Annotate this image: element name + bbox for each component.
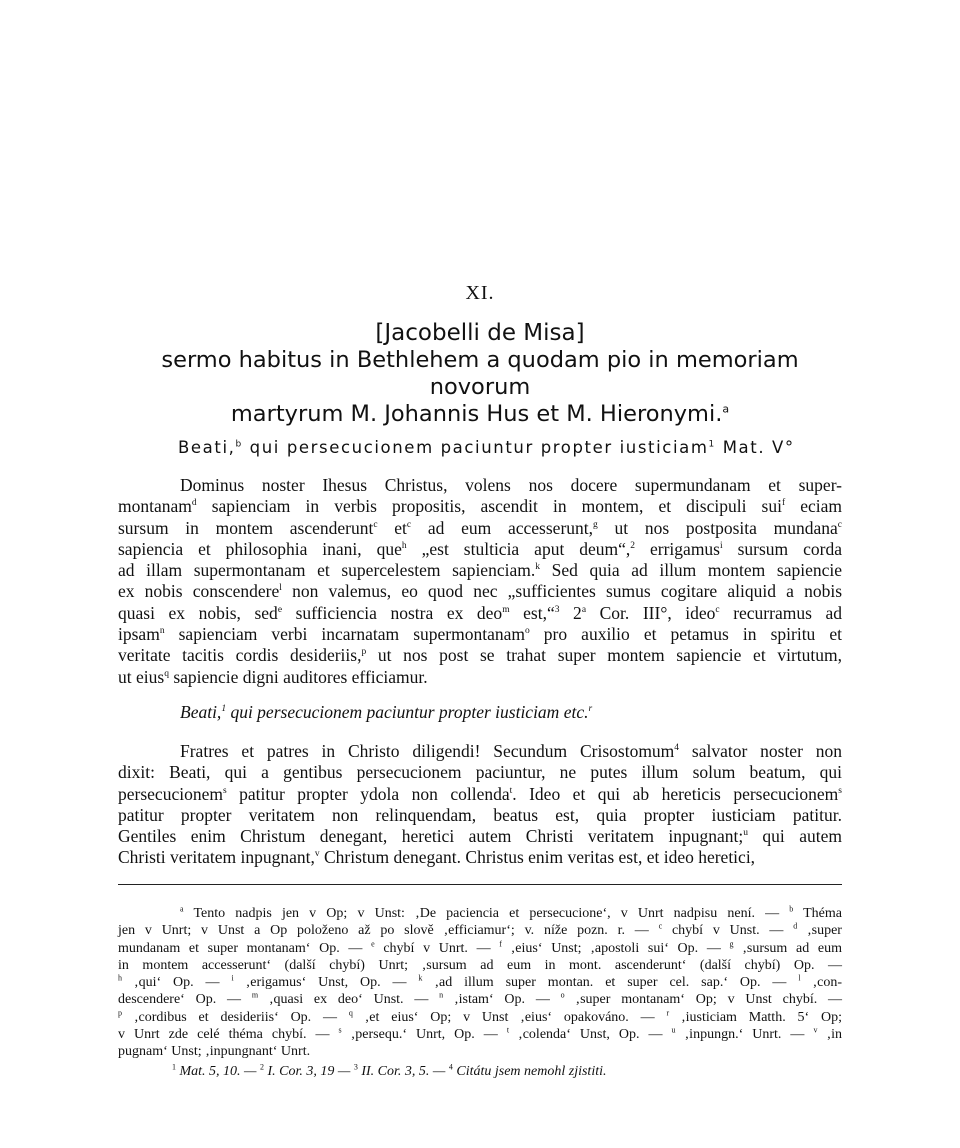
note-mark: o: [560, 990, 565, 1000]
note-mark: t: [506, 1025, 510, 1035]
footnote-line: $^a$ Tento nadpis jen v Op; v Unst: ‚De paciencia et persecucione‘, v Unrt nadpisu není. — $^b$ Théma: [180, 904, 843, 921]
text-line: Dominus noster Ihesus Christus, volens nos docere supermundanam et super-: [180, 475, 842, 495]
footnote-line: descendere‘ Op. — $^m$ ‚quasi ex deo‘ Unst. — $^n$ ‚istam‘ Op. — $^o$ ‚super montanam‘ Op; v Unst chybí. —: [118, 990, 843, 1008]
note-mark: c: [837, 519, 842, 530]
note-mark: v: [314, 849, 320, 860]
note-mark: n: [159, 626, 165, 637]
heading-note-mark: a: [722, 402, 730, 416]
note-mark: q: [164, 668, 169, 679]
note-mark: c: [373, 519, 378, 530]
theme-mark-1: 1: [708, 439, 716, 450]
note-mark: f: [499, 938, 502, 948]
heading-line-3-text: martyrum M. Johannis Hus et M. Hieronymi.: [230, 401, 723, 427]
text-line: ut eius$^q$ sapiencie digni auditores efficiamur.: [118, 666, 428, 687]
footnote-line: v Unrt zde celé théma chybí. — $^s$ ‚persequ.‘ Unrt, Op. — $^t$ ‚colenda‘ Unst, Op. — $^u$ ‚inpungn.‘ Unrt. — $^v$ ‚in: [118, 1025, 842, 1043]
note-mark: h: [118, 973, 122, 983]
footnote-line: jen v Unrt; v Unst a Op položeno až po slově ‚efficiamur‘; v. níže pozn. r. — $^c$ chybí v Unst. — $^d$ ‚super: [118, 921, 842, 939]
note-mark: c: [658, 921, 663, 931]
note-mark: c: [406, 519, 412, 530]
theme-text-3: Mat. V°: [715, 438, 795, 457]
text-line: veritate tacitis cordis desideriis,$^p$ ut nos post se trahat super montem sapiencie et virtutum,: [118, 645, 842, 666]
note-mark: 3: [554, 604, 560, 615]
note-mark: 1: [221, 704, 227, 715]
footnotes-apparatus: [118, 905, 842, 1061]
heading-line-2: sermo habitus in Bethlehem a quodam pio in memoriam novorum: [161, 347, 799, 400]
heading-line-1: [Jacobelli de Misa]: [375, 320, 585, 346]
note-mark: f: [781, 498, 786, 509]
note-mark: 4: [674, 743, 680, 754]
note-mark: d: [191, 498, 197, 509]
note-mark: v: [813, 1025, 818, 1035]
note-mark: 3: [353, 1062, 358, 1072]
note-mark: g: [593, 519, 598, 530]
note-mark: s: [222, 785, 227, 796]
text-line: Christi veritatem inpugnant,$^v$ Christum denegant. Christus enim veritas est, et ideo heretici,: [118, 847, 756, 868]
chapter-number: XI.: [465, 282, 495, 304]
footnote-line: $^p$ ‚cordibus et desideriis‘ Op. — $^q$ ‚et eius‘ Op; v Unst ‚eius‘ opakováno. — $^r$ ‚iusticiam Matth. 5‘ Op;: [118, 1008, 842, 1025]
note-mark: h: [401, 541, 407, 552]
note-mark: o: [524, 626, 530, 637]
note-mark: r: [588, 704, 593, 715]
note-mark: u: [743, 828, 748, 839]
note-mark: i: [720, 541, 723, 552]
footnote-line: mundanam et super montanam‘ Op. — $^e$ chybí v Unrt. — $^f$ ‚eius‘ Unst; ‚apostoli sui‘ Op. — $^g$ ‚sursum ad eum: [118, 938, 842, 956]
text-line: quasi ex nobis, sed$^e$ sufficiencia nostra ex deo$^m$ est,“$^3$ 2$^a$ Cor. III°, ideo$^c$ recurramus ad: [118, 602, 842, 623]
paragraph-sermon-body: [118, 741, 842, 869]
text-line: Gentiles enim Christum denegant, heretici autem Christi veritatem inpugnant;$^u$ qui autem: [118, 826, 842, 847]
text-line: ex nobis conscendere$^l$ non valemus, eo quod nec „sufficientes sumus cogitare aliquid a nobis: [118, 581, 842, 602]
paragraph-theme-repeat: [118, 702, 842, 723]
footnote-line: $^h$ ‚qui‘ Op. — $^i$ ‚erigamus‘ Unst, Op. — $^k$ ‚ad illum super montan. et super cel. sap.‘ Op. — $^l$ ‚con-: [118, 973, 843, 991]
note-mark: a: [180, 904, 184, 914]
note-mark: a: [581, 604, 587, 615]
note-mark: 2: [260, 1062, 264, 1072]
note-mark: e: [371, 938, 375, 948]
note-mark: p: [118, 1008, 122, 1018]
text-line: patitur propter veritatem non relinquendam, beatus est, quia propter iusticiam patitur.: [118, 804, 842, 825]
note-mark: n: [439, 990, 444, 1000]
text-line: dixit: Beati, qui a gentibus persecucionem paciuntur, ne putes illum solum beatum, qui: [118, 762, 842, 783]
source-references: $^1$ Mat. 5, 10. — $^2$ I. Cor. 3, 19 — $^3$ II. Cor. 3, 5. — $^4$ Citátu jsem nemohl zjistiti.: [172, 1062, 607, 1079]
text-line: ad illam supermontanam et supercelestem sapienciam.$^k$ Sed quia ad illum montem sapiencie: [118, 560, 842, 581]
sermon-heading: [110, 320, 850, 428]
text-line: montanam$^d$ sapienciam in verbis propositis, ascendit in montem, et discipuli sui$^f$ eciam: [118, 496, 842, 517]
note-mark: 1: [172, 1062, 176, 1072]
note-mark: c: [715, 604, 720, 615]
note-mark: d: [793, 921, 798, 931]
text-line: sapiencia et philosophia inani, que$^h$ „est stulticia aput deum“,$^2$ errigamus$^i$ sursum corda: [118, 538, 842, 559]
note-mark: 4: [448, 1062, 453, 1072]
note-mark: l: [798, 973, 801, 983]
note-mark: g: [729, 938, 734, 948]
footnote-line: in montem accesserunt‘ (další chybí) Unrt; ‚sursum ad eum in mont. ascenderunt‘ (další chybí) Op. —: [118, 957, 842, 973]
note-mark: s: [838, 785, 842, 796]
note-mark: m: [502, 604, 510, 615]
note-mark: k: [535, 562, 540, 573]
note-mark: i: [231, 973, 234, 983]
note-mark: m: [251, 990, 259, 1000]
theme-verse: [178, 438, 858, 457]
note-mark: b: [789, 904, 794, 914]
text-line: sursum in montem ascenderunt$^c$ $et^c$ ad eum accesserunt,$^g$ ut nos postposita mundana$^c$: [118, 517, 842, 538]
theme-repeat-line: Beati,$^1$ qui persecucionem paciuntur propter iusticiam etc.$^r$: [180, 702, 593, 722]
note-mark: 2: [630, 541, 636, 552]
text-line: persecucionem$^s$ patitur propter ydola non collenda$^t$. Ideo et qui ab hereticis persecucionem$^s$: [118, 783, 842, 804]
theme-text-1: Beati,: [178, 438, 236, 457]
note-mark: q: [348, 1008, 353, 1018]
text-line: ipsam$^n$ sapienciam verbi incarnatam supermontanam$^o$ pro auxilio et petamus in spiritu et: [118, 624, 842, 645]
text-line: Fratres et patres in Christo diligendi! Secundum Crisostomum$^4$ salvator noster non: [180, 741, 842, 761]
theme-text-2: qui persecucionem paciuntur propter iusticiam: [242, 438, 709, 457]
heading-line-3: [110, 401, 850, 428]
footnote-divider: [118, 884, 842, 885]
note-mark: r: [666, 1008, 670, 1018]
theme-mark-b: b: [235, 439, 243, 450]
note-mark: u: [671, 1025, 676, 1035]
note-mark: s: [338, 1025, 342, 1035]
note-mark: l: [279, 583, 282, 594]
note-mark: t: [509, 785, 513, 796]
note-mark: k: [418, 973, 423, 983]
note-mark: p: [361, 647, 367, 658]
note-mark: e: [277, 604, 283, 615]
paragraph-introduction: [118, 475, 842, 688]
footnote-line: pugnam‘ Unst; ‚inpungnant‘ Unrt.: [118, 1044, 311, 1060]
